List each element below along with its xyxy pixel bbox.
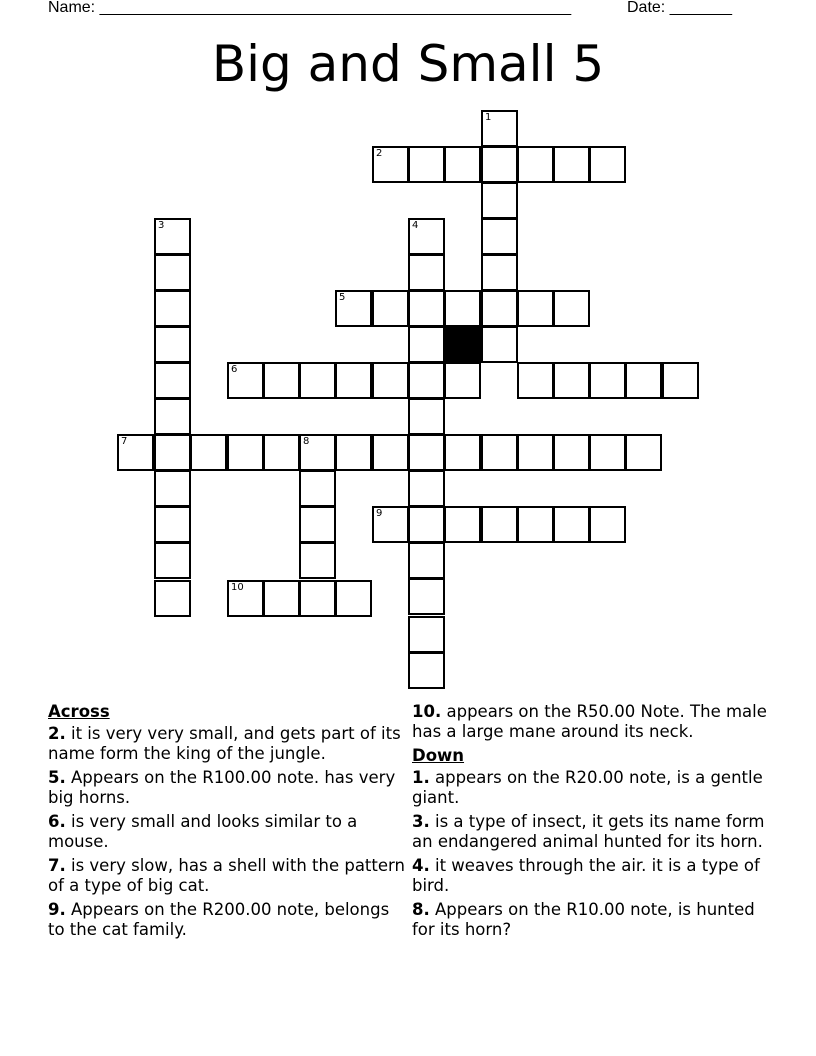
grid-cell[interactable] <box>154 470 191 507</box>
grid-cell[interactable] <box>154 254 191 291</box>
grid-cell[interactable] <box>190 434 227 471</box>
grid-cell[interactable] <box>408 290 445 327</box>
grid-cell[interactable] <box>335 434 372 471</box>
clue-text: is a type of insect, it gets its name form an endangered animal hunted for its horn. <box>412 812 765 851</box>
grid-cell[interactable] <box>335 290 372 327</box>
grid-cell[interactable] <box>408 578 445 615</box>
clue-number: 7 <box>121 436 128 447</box>
grid-cell[interactable] <box>299 434 336 471</box>
clues-column-right <box>412 702 782 944</box>
grid-cell[interactable] <box>408 652 445 689</box>
clue-text: it is very very small, and gets part of its name form the king of the jungle. <box>48 724 401 763</box>
grid-cell[interactable] <box>227 362 264 399</box>
down-clue-list <box>412 768 782 940</box>
grid-cell[interactable] <box>372 290 409 327</box>
clue-text: Appears on the R200.00 note, belongs to the cat family. <box>48 900 390 939</box>
grid-cell[interactable] <box>517 290 554 327</box>
grid-cell[interactable] <box>299 580 336 617</box>
grid-cell[interactable] <box>589 146 626 183</box>
grid-cell[interactable] <box>444 506 481 543</box>
grid-cell[interactable] <box>154 542 191 579</box>
grid-cell[interactable] <box>553 434 590 471</box>
grid-cell[interactable] <box>553 362 590 399</box>
clue-item <box>412 900 782 940</box>
page-title: Big and Small 5 <box>211 35 605 93</box>
clue-number: 6. <box>48 812 66 831</box>
clue-number: 4 <box>412 220 419 231</box>
clue-text: is very slow, has a shell with the pattern of a type of big cat. <box>48 856 405 895</box>
grid-cell[interactable] <box>481 290 518 327</box>
grid-cell[interactable] <box>299 542 336 579</box>
clue-item <box>412 812 782 852</box>
grid-cell[interactable] <box>154 290 191 327</box>
grid-cell[interactable] <box>589 506 626 543</box>
grid-cell[interactable] <box>553 506 590 543</box>
grid-cell[interactable] <box>408 146 445 183</box>
grid-cell[interactable] <box>372 434 409 471</box>
clue-text: Appears on the R10.00 note, is hunted for its horn? <box>412 900 755 939</box>
clue-number: 1. <box>412 768 430 787</box>
grid-cell[interactable] <box>444 146 481 183</box>
grid-cell[interactable] <box>372 506 409 543</box>
clue-number: 2 <box>376 148 383 159</box>
across-clue-list-continued <box>412 702 782 742</box>
grid-cell[interactable] <box>372 362 409 399</box>
grid-cell[interactable] <box>299 506 336 543</box>
grid-cell[interactable] <box>408 362 445 399</box>
clue-number: 10 <box>231 582 244 593</box>
clue-item <box>48 812 408 852</box>
grid-cell[interactable] <box>662 362 699 399</box>
grid-cell[interactable] <box>481 506 518 543</box>
clues-column-left <box>48 702 408 944</box>
grid-cell[interactable] <box>444 362 481 399</box>
clue-number: 8 <box>303 436 310 447</box>
grid-cell[interactable] <box>154 326 191 363</box>
grid-cell[interactable] <box>408 506 445 543</box>
clue-number: 3 <box>158 220 165 231</box>
grid-cell[interactable] <box>299 470 336 507</box>
blocked-cell <box>444 326 481 363</box>
grid-cell[interactable] <box>408 470 445 507</box>
grid-cell[interactable] <box>517 146 554 183</box>
grid-cell[interactable] <box>408 434 445 471</box>
grid-cell[interactable] <box>553 146 590 183</box>
grid-cell[interactable] <box>589 362 626 399</box>
grid-cell[interactable] <box>408 326 445 363</box>
clue-number: 1 <box>485 112 492 123</box>
clue-number: 5 <box>339 292 346 303</box>
clue-number: 9. <box>48 900 66 919</box>
clue-item <box>412 702 782 742</box>
clue-number: 10. <box>412 702 442 721</box>
grid-cell[interactable] <box>299 362 336 399</box>
grid-cell[interactable] <box>154 506 191 543</box>
clue-item <box>48 768 408 808</box>
clue-text: appears on the R50.00 Note. The male has a large mane around its neck. <box>412 702 767 741</box>
clue-text: it weaves through the air. it is a type of bird. <box>412 856 760 895</box>
grid-cell[interactable] <box>481 146 518 183</box>
clue-number: 7. <box>48 856 66 875</box>
grid-cell[interactable] <box>481 434 518 471</box>
clue-text: Appears on the R100.00 note. has very big horns. <box>48 768 396 807</box>
grid-cell[interactable] <box>117 434 154 471</box>
grid-cell[interactable] <box>154 362 191 399</box>
clue-number: 6 <box>231 364 238 375</box>
grid-cell[interactable] <box>335 580 372 617</box>
grid-cell[interactable] <box>481 218 518 255</box>
grid-cell[interactable] <box>263 580 300 617</box>
clue-item <box>412 768 782 808</box>
grid-cell[interactable] <box>154 398 191 435</box>
grid-cell[interactable] <box>625 362 662 399</box>
grid-cell[interactable] <box>335 362 372 399</box>
grid-cell[interactable] <box>517 434 554 471</box>
clue-text: appears on the R20.00 note, is a gentle giant. <box>412 768 763 807</box>
grid-cell[interactable] <box>227 434 264 471</box>
grid-cell[interactable] <box>589 434 626 471</box>
date-field-label[interactable]: Date: _______ <box>627 0 732 16</box>
down-heading: Down <box>412 746 465 765</box>
clue-number: 8. <box>412 900 430 919</box>
clue-item <box>48 900 408 940</box>
grid-cell[interactable] <box>444 434 481 471</box>
clue-number: 5. <box>48 768 66 787</box>
grid-cell[interactable] <box>154 580 191 617</box>
grid-cell[interactable] <box>444 290 481 327</box>
across-heading: Across <box>48 702 110 721</box>
grid-cell[interactable] <box>517 362 554 399</box>
clue-item <box>48 724 408 764</box>
clue-number: 2. <box>48 724 66 743</box>
clue-number: 3. <box>412 812 430 831</box>
grid-cell[interactable] <box>517 506 554 543</box>
clue-item <box>412 856 782 896</box>
across-clue-list <box>48 724 408 940</box>
clue-number: 4. <box>412 856 430 875</box>
name-field-label[interactable]: Name: _____________________________________________________ <box>48 0 572 16</box>
clue-number: 9 <box>376 508 383 519</box>
grid-cell[interactable] <box>625 434 662 471</box>
grid-cell[interactable] <box>408 218 445 255</box>
grid-cell[interactable] <box>154 218 191 255</box>
clue-item <box>48 856 408 896</box>
grid-cell[interactable] <box>263 434 300 471</box>
grid-cell[interactable] <box>263 362 300 399</box>
clue-text: is very small and looks similar to a mouse. <box>48 812 358 851</box>
grid-cell[interactable] <box>408 616 445 653</box>
grid-cell[interactable] <box>553 290 590 327</box>
grid-cell[interactable] <box>408 254 445 291</box>
grid-cell[interactable] <box>481 254 518 291</box>
grid-cell[interactable] <box>372 146 409 183</box>
grid-cell[interactable] <box>481 182 518 219</box>
grid-cell[interactable] <box>408 542 445 579</box>
grid-cell[interactable] <box>481 326 518 363</box>
grid-cell[interactable] <box>408 398 445 435</box>
grid-cell[interactable] <box>227 580 264 617</box>
grid-cell[interactable] <box>154 434 191 471</box>
grid-cell[interactable] <box>481 110 518 147</box>
